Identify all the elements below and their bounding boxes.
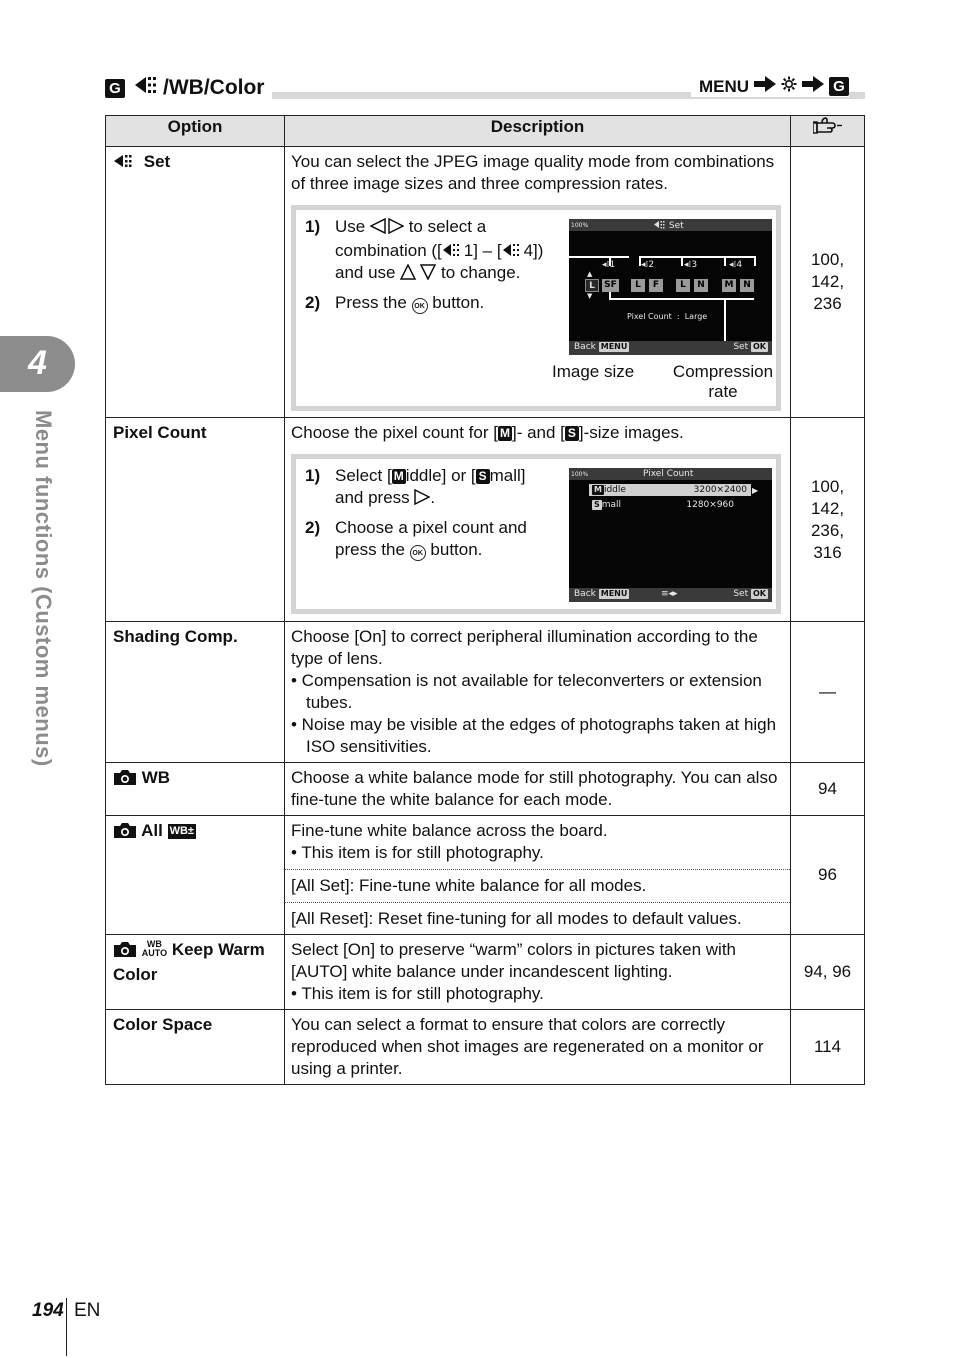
camera-icon (113, 940, 137, 964)
reference-cell (791, 418, 865, 622)
small-size-badge: S (565, 426, 579, 441)
table-row (106, 816, 865, 935)
down-arrow-icon: ▼ (587, 292, 593, 300)
small-size-badge: S (476, 469, 490, 484)
option-label: All (141, 821, 163, 840)
size-code: L (676, 279, 690, 292)
camera-screen-pixel-count (569, 468, 772, 602)
step-list (305, 216, 555, 320)
description-text: Choose [On] to correct peripheral illumination according to the type of lens. (291, 627, 758, 668)
sub-option-all-reset: [All Reset]: Reset fine-tuning for all modes to default values. (285, 902, 790, 930)
step-number: 1) (305, 466, 321, 485)
bullet-note: • This item is for still photography. (291, 984, 544, 1003)
quality-icon (502, 241, 524, 260)
size-code: L (631, 279, 645, 292)
chevron-right-icon: ▶ (752, 486, 759, 495)
wb-auto-icon: WB AUTO (141, 939, 168, 958)
back-hint: Back MENU (574, 589, 628, 599)
option-cell (106, 622, 285, 763)
step-text: Select [ M iddle] or [ S mall] and press . (335, 465, 555, 511)
option-label: Keep Warm Color (113, 940, 265, 984)
reference-cell: 94, 96 (791, 935, 865, 1010)
table-header-row (106, 116, 865, 147)
step-number: 2) (305, 518, 321, 537)
step-item (305, 292, 555, 314)
reference-cell: 94 (791, 763, 865, 816)
table-row (106, 418, 865, 622)
arrow-right-icon (802, 76, 824, 97)
step-text: Press the OK button. (335, 293, 485, 312)
section-header (105, 72, 865, 102)
compression-code: N (694, 279, 708, 292)
table-row (106, 147, 865, 418)
size-code: L (585, 279, 599, 292)
up-down-arrows-icon (400, 264, 436, 286)
slot-label: ◂⁞4 (729, 260, 743, 270)
footer-divider (66, 1298, 67, 1356)
step-item (305, 465, 555, 511)
options-table (105, 115, 864, 1085)
step-item (305, 216, 555, 286)
description-cell (285, 816, 791, 935)
chapter-title: Menu functions (Custom menus) (31, 410, 56, 767)
description-text: Select [On] to preserve “warm” colors in pictures taken with [AUTO] white balance under incandescent lighting. (291, 940, 736, 981)
slot-label: ◂⁞3 (684, 260, 698, 270)
back-hint: Back MENU (574, 342, 628, 352)
column-header-reference (791, 116, 865, 147)
option-label: Set (143, 152, 171, 171)
screen-title: Set (654, 220, 684, 232)
ok-button-icon: OK (412, 298, 428, 314)
set-hint: Set OK (733, 589, 766, 599)
battery-indicator: 100% (571, 222, 589, 229)
caption-compression-rate: Compression rate (672, 362, 774, 401)
compression-code: SF (602, 279, 619, 292)
bullet-note: • Noise may be visible at the edges of photographs taken at high ISO sensitivities. (291, 715, 777, 756)
bullet-note: • Compensation is not available for teleconverters or extension tubes. (291, 671, 762, 712)
compression-code: F (649, 279, 663, 292)
camera-icon (113, 821, 137, 845)
option-cell (106, 763, 285, 816)
description-cell: You can select a format to ensure that colors are correctly reproduced when shot images are regenerated on a monitor or using a printer. (285, 1010, 791, 1085)
table-row (106, 935, 865, 1010)
option-cell (106, 1010, 285, 1085)
instruction-panel (291, 205, 781, 411)
quality-icon (442, 241, 464, 260)
page-reference: 100, 142, 236 (810, 250, 845, 313)
description-text: Choose the pixel count for [ M ]- and [ S ]-size images. (291, 423, 684, 442)
step-number: 2) (305, 293, 321, 312)
description-cell (285, 622, 791, 763)
middle-size-badge: M (499, 426, 510, 440)
option-label: Color Space (113, 1015, 213, 1034)
quality-icon (133, 74, 163, 102)
g-menu-badge: G (105, 79, 125, 98)
quality-icon (113, 152, 144, 171)
slot-label: ◂⁞1 (602, 260, 616, 270)
step-list (305, 465, 555, 567)
sub-option-all-set: [All Set]: Fine-tune white balance for all modes. (285, 869, 790, 897)
description-cell (285, 418, 791, 622)
up-arrow-icon: ▲ (587, 270, 593, 278)
caption-image-size: Image size (552, 362, 635, 381)
language-code: EN (74, 1300, 101, 1321)
description-text: Fine-tune white balance across the board. (291, 821, 608, 840)
option-cell (106, 147, 285, 418)
compression-code: N (740, 279, 754, 292)
size-code: M (722, 279, 736, 292)
step-text: Use to select a combination ([ 1] – [ 4]) and use to change. (335, 216, 555, 286)
middle-size-badge: M (393, 469, 404, 483)
g-menu-badge: G (829, 77, 849, 96)
option-cell (106, 935, 285, 1010)
instruction-panel (291, 454, 781, 614)
column-header-option: Option (106, 116, 285, 147)
reference-cell: 96 (791, 816, 865, 935)
page-number: 194 (32, 1300, 64, 1321)
screen-title: Pixel Count (643, 469, 694, 479)
arrow-right-icon (754, 76, 776, 97)
reference-cell: 114 (791, 1010, 865, 1085)
description-cell (285, 147, 791, 418)
chapter-number: 4 (28, 344, 47, 382)
page-reference: 100, 142, 236, 316 (810, 476, 845, 562)
step-number: 1) (305, 217, 321, 236)
section-title-text: /WB/Color (163, 76, 265, 99)
camera-icon (113, 768, 137, 792)
table-row (106, 763, 865, 816)
pointing-hand-icon (813, 117, 843, 141)
menu-row-small[interactable]: S mall 1280×960 (594, 500, 734, 510)
wb-fine-tune-icon: WB± (169, 825, 194, 837)
option-cell (106, 816, 285, 935)
ok-button-icon: OK (410, 545, 426, 561)
camera-screen-set (569, 219, 772, 355)
navigate-icon: ≡◂▸ (661, 589, 678, 599)
description-cell (285, 935, 791, 1010)
column-header-description: Description (285, 116, 791, 147)
menu-path (691, 76, 849, 97)
option-cell (106, 418, 285, 622)
table-row (106, 622, 865, 763)
description-cell: Choose a white balance mode for still photography. You can also fine-tune the white balance for each mode. (285, 763, 791, 816)
reference-cell (791, 147, 865, 418)
description-text: You can select the JPEG image quality mode from combinations of three image sizes and three compression rates. (291, 152, 775, 193)
option-label: WB (141, 768, 171, 787)
step-text: Choose a pixel count and press the OK button. (335, 518, 527, 559)
left-right-arrows-icon (370, 218, 404, 240)
bullet-note: • This item is for still photography. (291, 843, 544, 862)
pixel-count-readout: Pixel Count : Large (627, 312, 708, 321)
reference-cell: — (791, 622, 865, 763)
option-label: Pixel Count (113, 423, 207, 442)
section-title (105, 74, 272, 102)
battery-indicator: 100% (571, 471, 589, 478)
option-label: Shading Comp. (113, 627, 238, 646)
step-item (305, 517, 555, 561)
chapter-tab (0, 336, 75, 392)
set-hint: Set OK (733, 342, 766, 352)
table-row (106, 1010, 865, 1085)
menu-label: MENU (698, 76, 749, 96)
menu-row-middle[interactable]: M iddle 3200×2400 (589, 484, 751, 496)
slot-label: ◂⁞2 (641, 260, 655, 270)
right-arrow-icon (414, 489, 430, 511)
gear-icon (781, 76, 797, 97)
